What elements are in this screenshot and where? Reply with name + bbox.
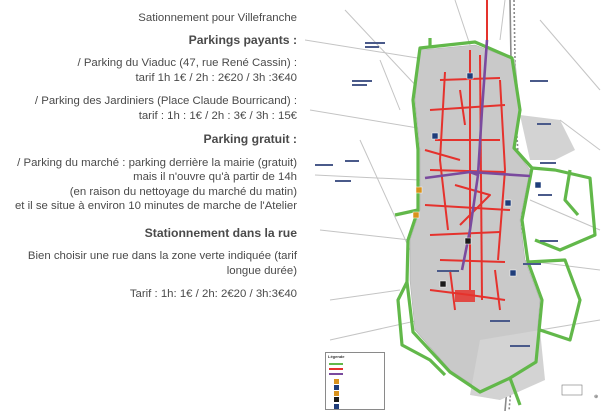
street-zone-text: Bien choisir une rue dans la zone verte indiquée (tarif longue durée) xyxy=(27,250,297,277)
parking-icon xyxy=(432,133,438,139)
legend-row-parking-4 xyxy=(329,397,383,402)
jardiniers-parking-text: / Parking des Jardiniers (Place Claude Bourricand) : tarif : 1h : 1€ / 2h : 3€ / 3h : 15€ xyxy=(34,95,297,122)
parking-icon xyxy=(413,212,419,218)
parking-map[interactable] xyxy=(305,0,602,411)
legend-row-parking-2 xyxy=(329,385,383,390)
street-rate-text: Tarif : 1h: 1€ / 2h: 2€20 / 3h:3€40 xyxy=(129,288,297,300)
map-legend xyxy=(325,352,385,410)
market-parking-text: / Parking du marché : parking derrière la mairie (gratuit) mais il n'ouvre qu'à partir de 14h (en raison du nettoyage du marché du matin) et il se situe à environ 10 minutes de marche de l'Atelier xyxy=(14,156,297,212)
legend-row-purple xyxy=(329,371,383,376)
east-district-area xyxy=(520,115,575,160)
parking-icon xyxy=(505,200,511,206)
paid-parking-heading: Parkings payants : xyxy=(188,32,297,47)
parking-icon xyxy=(467,73,473,79)
intro-text: Sationnement pour Villefranche xyxy=(138,12,297,24)
legend-row-parking-5 xyxy=(329,404,383,409)
free-parking-heading: Parking gratuit : xyxy=(203,132,297,146)
parking-icon xyxy=(455,290,475,302)
legend-title: Légende xyxy=(328,354,345,359)
legend-row-parking-1 xyxy=(329,379,383,384)
scale-mark xyxy=(562,385,598,400)
street-parking-heading: Stationnement dans la rue xyxy=(144,225,297,240)
parking-icon xyxy=(440,281,446,287)
legend-row-parking-3 xyxy=(329,391,383,396)
viaduc-parking-text: / Parking du Viaduc (47, rue René Cassin) : tarif 1h 1€ / 2h : 2€20 / 3h :3€40 xyxy=(77,57,297,84)
parking-icon xyxy=(510,270,516,276)
parking-icon xyxy=(465,238,471,244)
parking-icon xyxy=(535,182,541,188)
svg-text:⊕: ⊕ xyxy=(594,394,599,400)
parking-icon xyxy=(416,187,422,193)
